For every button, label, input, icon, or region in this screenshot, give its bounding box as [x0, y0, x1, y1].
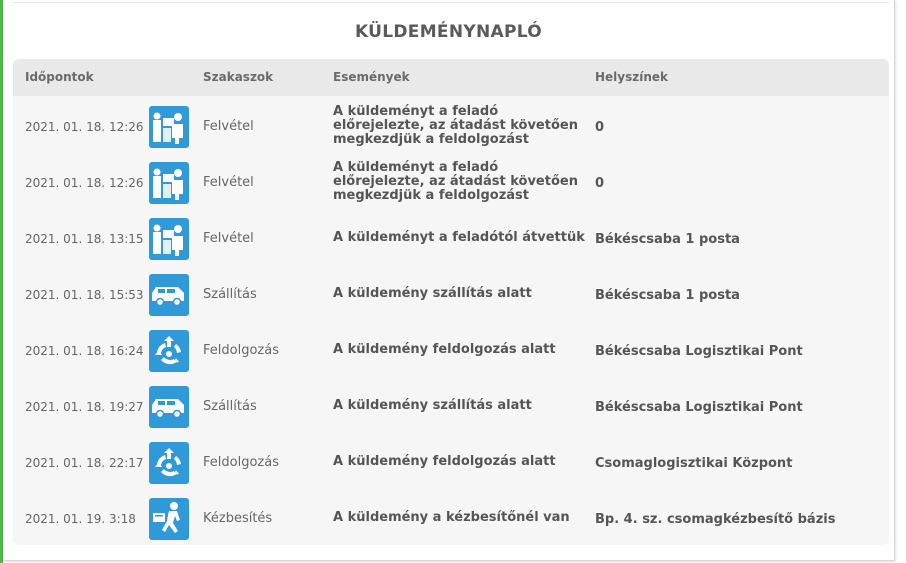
event-timestamp: 2021. 01. 18. 12:26 — [25, 176, 144, 190]
stage-label: Kézbesítés — [203, 511, 273, 526]
sorting-arrows-icon — [149, 330, 189, 372]
table-row — [13, 323, 889, 379]
column-header-time: Időpontok — [25, 70, 94, 84]
event-timestamp: 2021. 01. 18. 15:53 — [25, 288, 144, 302]
column-header-place: Helyszínek — [595, 70, 669, 84]
table-row — [13, 435, 889, 491]
location-label: Békéscsaba 1 posta — [595, 232, 740, 247]
stage-label: Szállítás — [203, 399, 257, 414]
location-label: Csomaglogisztikai Központ — [595, 456, 793, 471]
table-row — [13, 99, 889, 155]
stage-label: Felvétel — [203, 175, 254, 190]
pickup-icon — [149, 218, 189, 260]
shipment-log-table — [13, 59, 889, 545]
event-timestamp: 2021. 01. 18. 16:24 — [25, 344, 144, 358]
location-label: Békéscsaba 1 posta — [595, 288, 740, 303]
location-label: Békéscsaba Logisztikai Pont — [595, 344, 803, 359]
event-timestamp: 2021. 01. 19. 3:18 — [25, 512, 136, 526]
column-header-stage: Szakaszok — [203, 70, 274, 84]
stage-label: Felvétel — [203, 119, 254, 134]
van-icon — [149, 386, 189, 428]
shipment-log-card — [3, 0, 895, 561]
van-icon — [149, 274, 189, 316]
stage-label: Feldolgozás — [203, 455, 279, 470]
location-label: 0 — [595, 120, 605, 135]
event-timestamp: 2021. 01. 18. 13:15 — [25, 232, 144, 246]
page-title: KÜLDEMÉNYNAPLÓ — [354, 22, 543, 42]
table-row — [13, 379, 889, 435]
event-description: A küldemény a kézbesítőnél van — [333, 510, 570, 525]
column-header-event: Események — [333, 70, 410, 84]
event-description: A küldemény feldolgozás alatt — [333, 342, 556, 357]
courier-icon — [149, 498, 189, 540]
stage-label: Szállítás — [203, 287, 257, 302]
location-label: Békéscsaba Logisztikai Pont — [595, 400, 803, 415]
table-row — [13, 211, 889, 267]
pickup-icon — [149, 162, 189, 204]
event-timestamp: 2021. 01. 18. 12:26 — [25, 120, 144, 134]
event-description: A küldemény szállítás alatt — [333, 286, 532, 301]
event-description: A küldeményt a feladó előrejelezte, az átadást követően megkezdjük a feldolgozást — [333, 104, 578, 147]
pickup-icon — [149, 106, 189, 148]
event-timestamp: 2021. 01. 18. 19:27 — [25, 400, 144, 414]
event-description: A küldemény feldolgozás alatt — [333, 454, 556, 469]
stage-label: Feldolgozás — [203, 343, 279, 358]
event-description: A küldeményt a feladó előrejelezte, az átadást követően megkezdjük a feldolgozást — [333, 160, 578, 203]
location-label: 0 — [595, 176, 605, 191]
table-row — [13, 491, 889, 545]
event-description: A küldeményt a feladótól átvettük — [333, 230, 585, 245]
table-row — [13, 267, 889, 323]
table-row — [13, 155, 889, 211]
event-description: A küldemény szállítás alatt — [333, 398, 532, 413]
stage-label: Felvétel — [203, 231, 254, 246]
table-header — [13, 59, 889, 96]
event-timestamp: 2021. 01. 18. 22:17 — [25, 456, 144, 470]
top-divider — [13, 2, 889, 3]
location-label: Bp. 4. sz. csomagkézbesítő bázis — [595, 512, 836, 527]
sorting-arrows-icon — [149, 442, 189, 484]
